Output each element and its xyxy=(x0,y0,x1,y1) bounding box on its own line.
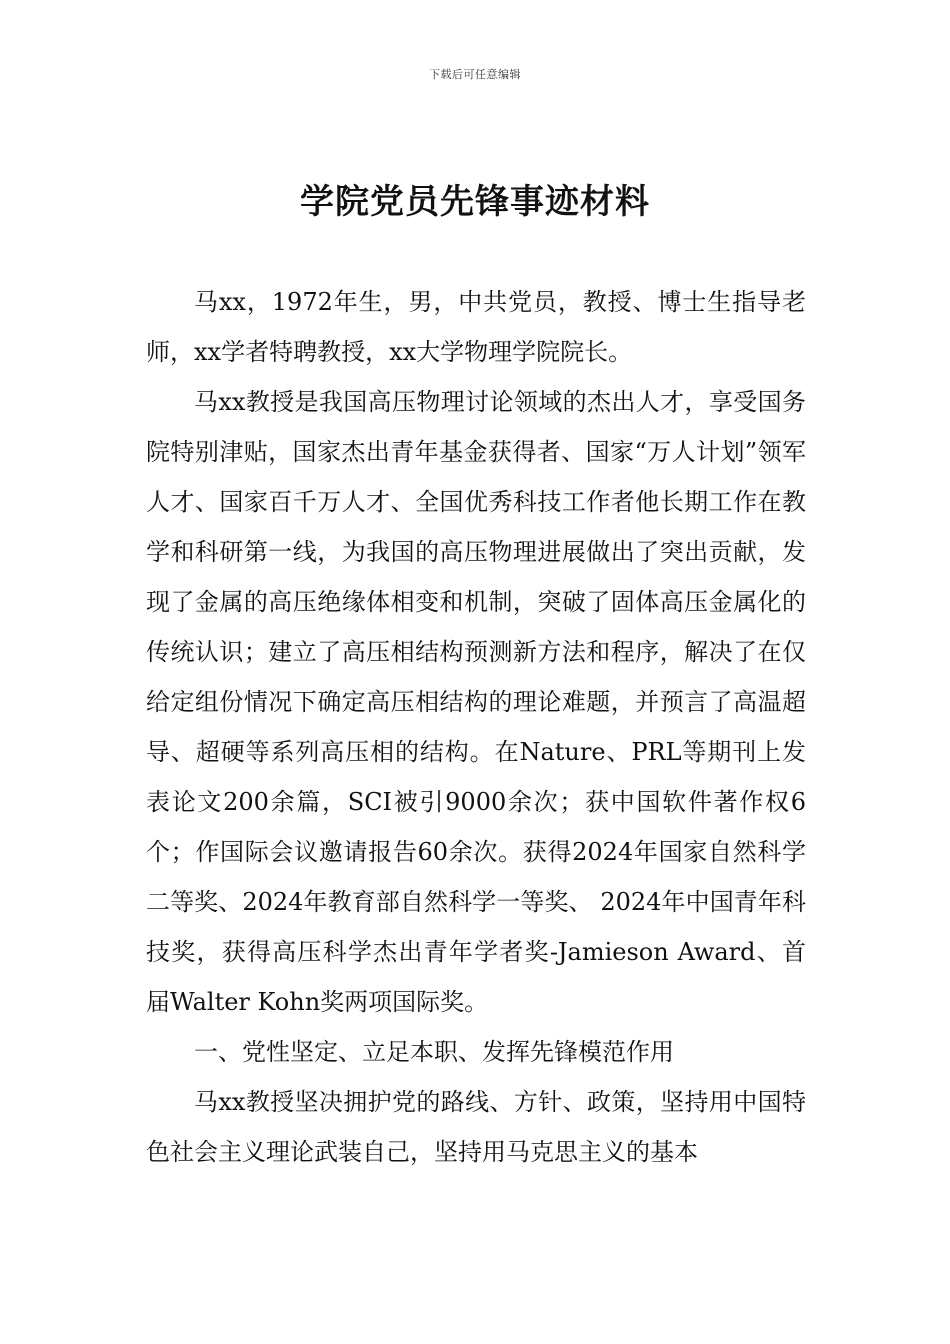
section-heading: 一、党性坚定、立足本职、发挥先锋模范作用 xyxy=(194,1038,674,1066)
header-note: 下载后可任意编辑 xyxy=(429,68,521,81)
paragraph-intro: 马xx，1972年生，男，中共党员，教授、博士生指导老师，xx学者特聘教授，xx大学物理学院院长。 xyxy=(146,288,806,366)
document-title: 学院党员先锋事迹材料 xyxy=(300,182,650,222)
document-body xyxy=(146,277,806,1177)
paragraph-achievements: 马xx教授是我国高压物理讨论领域的杰出人才，享受国务院特别津贴，国家杰出青年基金获得者、国家“万人计划”领军人才、国家百千万人才、全国优秀科技工作者他长期工作在教学和科研第一线，为我国的高压物理进展做出了突出贡献，发现了金属的高压绝缘体相变和机制，突破了固体高压金属化的传统认识；建立了高压相结构预测新方法和程序，解决了在仅给定组份情况下确定高压相结构的理论难题，并预言了高温超导、超硬等系列高压相的结构。在Nature、PRL等期刊上发表论文200余篇，SCI被引9000余次；获中国软件著作权6个；作国际会议邀请报告60余次。获得2024年国家自然科学二等奖、2024年教育部自然科学一等奖、 2024年中国青年科技奖，获得高压科学杰出青年学者奖-Jamieson Award、首届Walter Kohn奖两项国际奖。 xyxy=(146,388,806,1016)
paragraph-section-one: 马xx教授坚决拥护党的路线、方针、政策，坚持用中国特色社会主义理论武装自己，坚持用马克思主义的基本 xyxy=(146,1088,806,1166)
